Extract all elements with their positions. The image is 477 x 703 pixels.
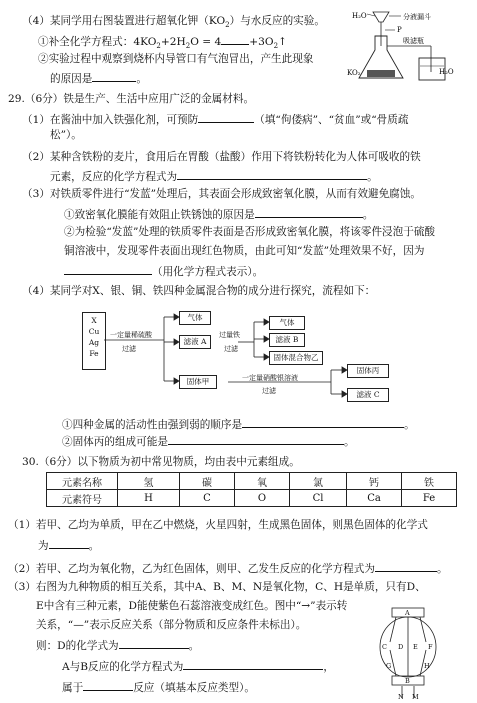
q30-p3c: 关系，“—”表示反应关系（部分物质和反应条件未标出）。 — [36, 619, 307, 631]
blank[interactable] — [375, 560, 437, 572]
q30-p3e: A与B反应的化学方程式为 ， — [62, 658, 334, 674]
blank[interactable] — [183, 658, 323, 670]
q30-p3d: 则：D的化学式为 。 — [36, 637, 199, 653]
q29-p3c: ②为检验“发蓝”处理的铁质零件表面是否形成致密氧化膜，将该零件浸泡于硫酸 — [64, 226, 436, 238]
node-m: M — [412, 693, 419, 701]
q30-p3b: E中含有三种元素，D能使紫色石蕊溶液变成红色。图中“→”表示转 — [36, 600, 348, 612]
blank[interactable] — [83, 679, 133, 691]
q29-p3b: ①致密氧化膜能有效阻止铁锈蚀的原因是 。 — [64, 206, 373, 222]
node-b: B — [405, 677, 410, 685]
q4-item2: ②实验过程中观察到烧杯内导管口有气泡冒出，产生此现象 — [38, 53, 314, 65]
p-label: P — [397, 26, 402, 34]
h2o-top-label: H₂O — [352, 12, 367, 20]
blank[interactable] — [92, 70, 136, 82]
node-c: C — [382, 643, 387, 651]
flow-arrow2-bot: 过滤 — [224, 345, 238, 353]
ko2-label: KO₂ — [347, 69, 361, 77]
q29-p1c: 松”）。 — [50, 129, 82, 141]
relation-graph — [376, 606, 442, 701]
q30-head: 30.（6分）以下物质为初中常见物质，均由表中元素组成。 — [22, 456, 300, 468]
blank[interactable] — [198, 111, 254, 123]
table-row: 元素名称 氢 碳 氧 氯 钙 铁 — [47, 473, 457, 490]
blank[interactable] — [168, 433, 344, 445]
flow-solid-mix: 固体混合物乙 — [269, 351, 323, 365]
flow-filtrate-a: 滤液 A — [179, 335, 211, 349]
flow-gas1: 气体 — [179, 311, 211, 325]
q30-p3f: 属于 反应（填基本反应类型）。 — [62, 679, 255, 695]
q30-p3a: （3）右图为九种物质的相互关系，其中A、B、M、N是氧化物，C、H是单质，只有D、 — [8, 581, 426, 593]
flow-arrow2-top: 过量铁 — [219, 331, 240, 339]
blank[interactable] — [49, 537, 89, 549]
blank[interactable] — [221, 33, 249, 45]
blank[interactable] — [177, 168, 367, 180]
table-row: 元素符号 H C O Cl Ca Fe — [47, 490, 457, 507]
flow-filtrate-b: 滤液 B — [269, 333, 305, 347]
flow-start-box: X Cu Ag Fe — [82, 312, 106, 370]
funnel-label: 分液漏斗 — [403, 13, 431, 21]
blank[interactable] — [119, 637, 189, 649]
node-e: E — [413, 643, 418, 651]
node-d: D — [398, 643, 404, 651]
element-table — [46, 472, 457, 507]
q29-p4b: ②固体丙的组成可能是 。 — [62, 433, 355, 449]
blank[interactable] — [255, 206, 363, 218]
flow-solid-a: 固体甲 — [179, 375, 217, 389]
q30-p2: （2）若甲、乙均为氧化物，乙为红色固体，则甲、乙发生反应的化学方程式为 。 — [8, 560, 448, 576]
node-h: H — [424, 662, 430, 670]
q29-p3d: 铜溶液中，发现零件表面出现红色物质，由此可知“发蓝”处理效果不好，因为 — [64, 245, 425, 257]
flow-arrow1-top: 一定量稀硫酸 — [110, 331, 152, 339]
flask-label: 吸滤瓶 — [403, 37, 424, 45]
blank[interactable] — [64, 263, 152, 275]
q29-head: 29.（6分）铁是生产、生活中应用广泛的金属材料。 — [8, 93, 255, 105]
node-n: N — [398, 693, 404, 701]
q4-item2b: 的原因是 。 — [50, 70, 147, 86]
flow-arrow1-bot: 过滤 — [122, 345, 136, 353]
funnel-icon — [373, 12, 389, 22]
flow-arrow3-top: 一定量硝酸银溶液 — [242, 374, 298, 382]
q29-p3a: （3）对铁质零件进行“发蓝”处理后，其表面会形成致密氧化膜，从而有效避免腐蚀。 — [22, 188, 421, 200]
q29-p1a: （1）在酱油中加入铁强化剂，可预防 （填“佝偻病”、“贫血”或“骨质疏 — [22, 111, 408, 127]
q30-p1a: （1）若甲、乙均为单质，甲在乙中燃烧，火星四射，生成黑色固体，则黑色固体的化学式 — [8, 519, 428, 531]
node-a: A — [405, 609, 410, 617]
q29-p2b: 元素，反应的化学方程式为 。 — [50, 168, 378, 184]
apparatus-figure — [345, 6, 463, 86]
flow-solid-c: 固体丙 — [347, 364, 389, 378]
flow-filtrate-c: 滤液 C — [347, 388, 389, 402]
flow-gas2: 气体 — [269, 316, 305, 330]
node-f: F — [428, 643, 433, 651]
ko2-solid — [367, 70, 395, 77]
flow-arrow3-bot: 过滤 — [262, 387, 276, 395]
q29-p3e: （用化学方程式表示）。 — [64, 263, 263, 279]
q4-intro: （4）某同学用右图装置进行超氧化钾$(KO_2)$与水反应的实验。 — [22, 15, 325, 30]
node-g: G — [386, 662, 392, 670]
q30-p1b: 为 。 — [38, 537, 99, 553]
q29-p2a: （2）某种含铁粉的麦片，食用后在胃酸（盐酸）作用下将铁粉转化为人体可吸收的铁 — [22, 151, 421, 163]
h2o-right-label: H₂O — [439, 68, 454, 76]
q29-p4a: ①四种金属的活动性由强到弱的顺序是 。 — [62, 416, 415, 432]
q4-item1: ①补全化学方程式：$4KO_2+2H_2O = 4$ $+3O_2↑$ — [38, 33, 287, 53]
q29-p4: （4）某同学对X、银、铜、铁四种金属混合物的成分进行探究，流程如下： — [22, 285, 376, 297]
blank[interactable] — [242, 416, 404, 428]
